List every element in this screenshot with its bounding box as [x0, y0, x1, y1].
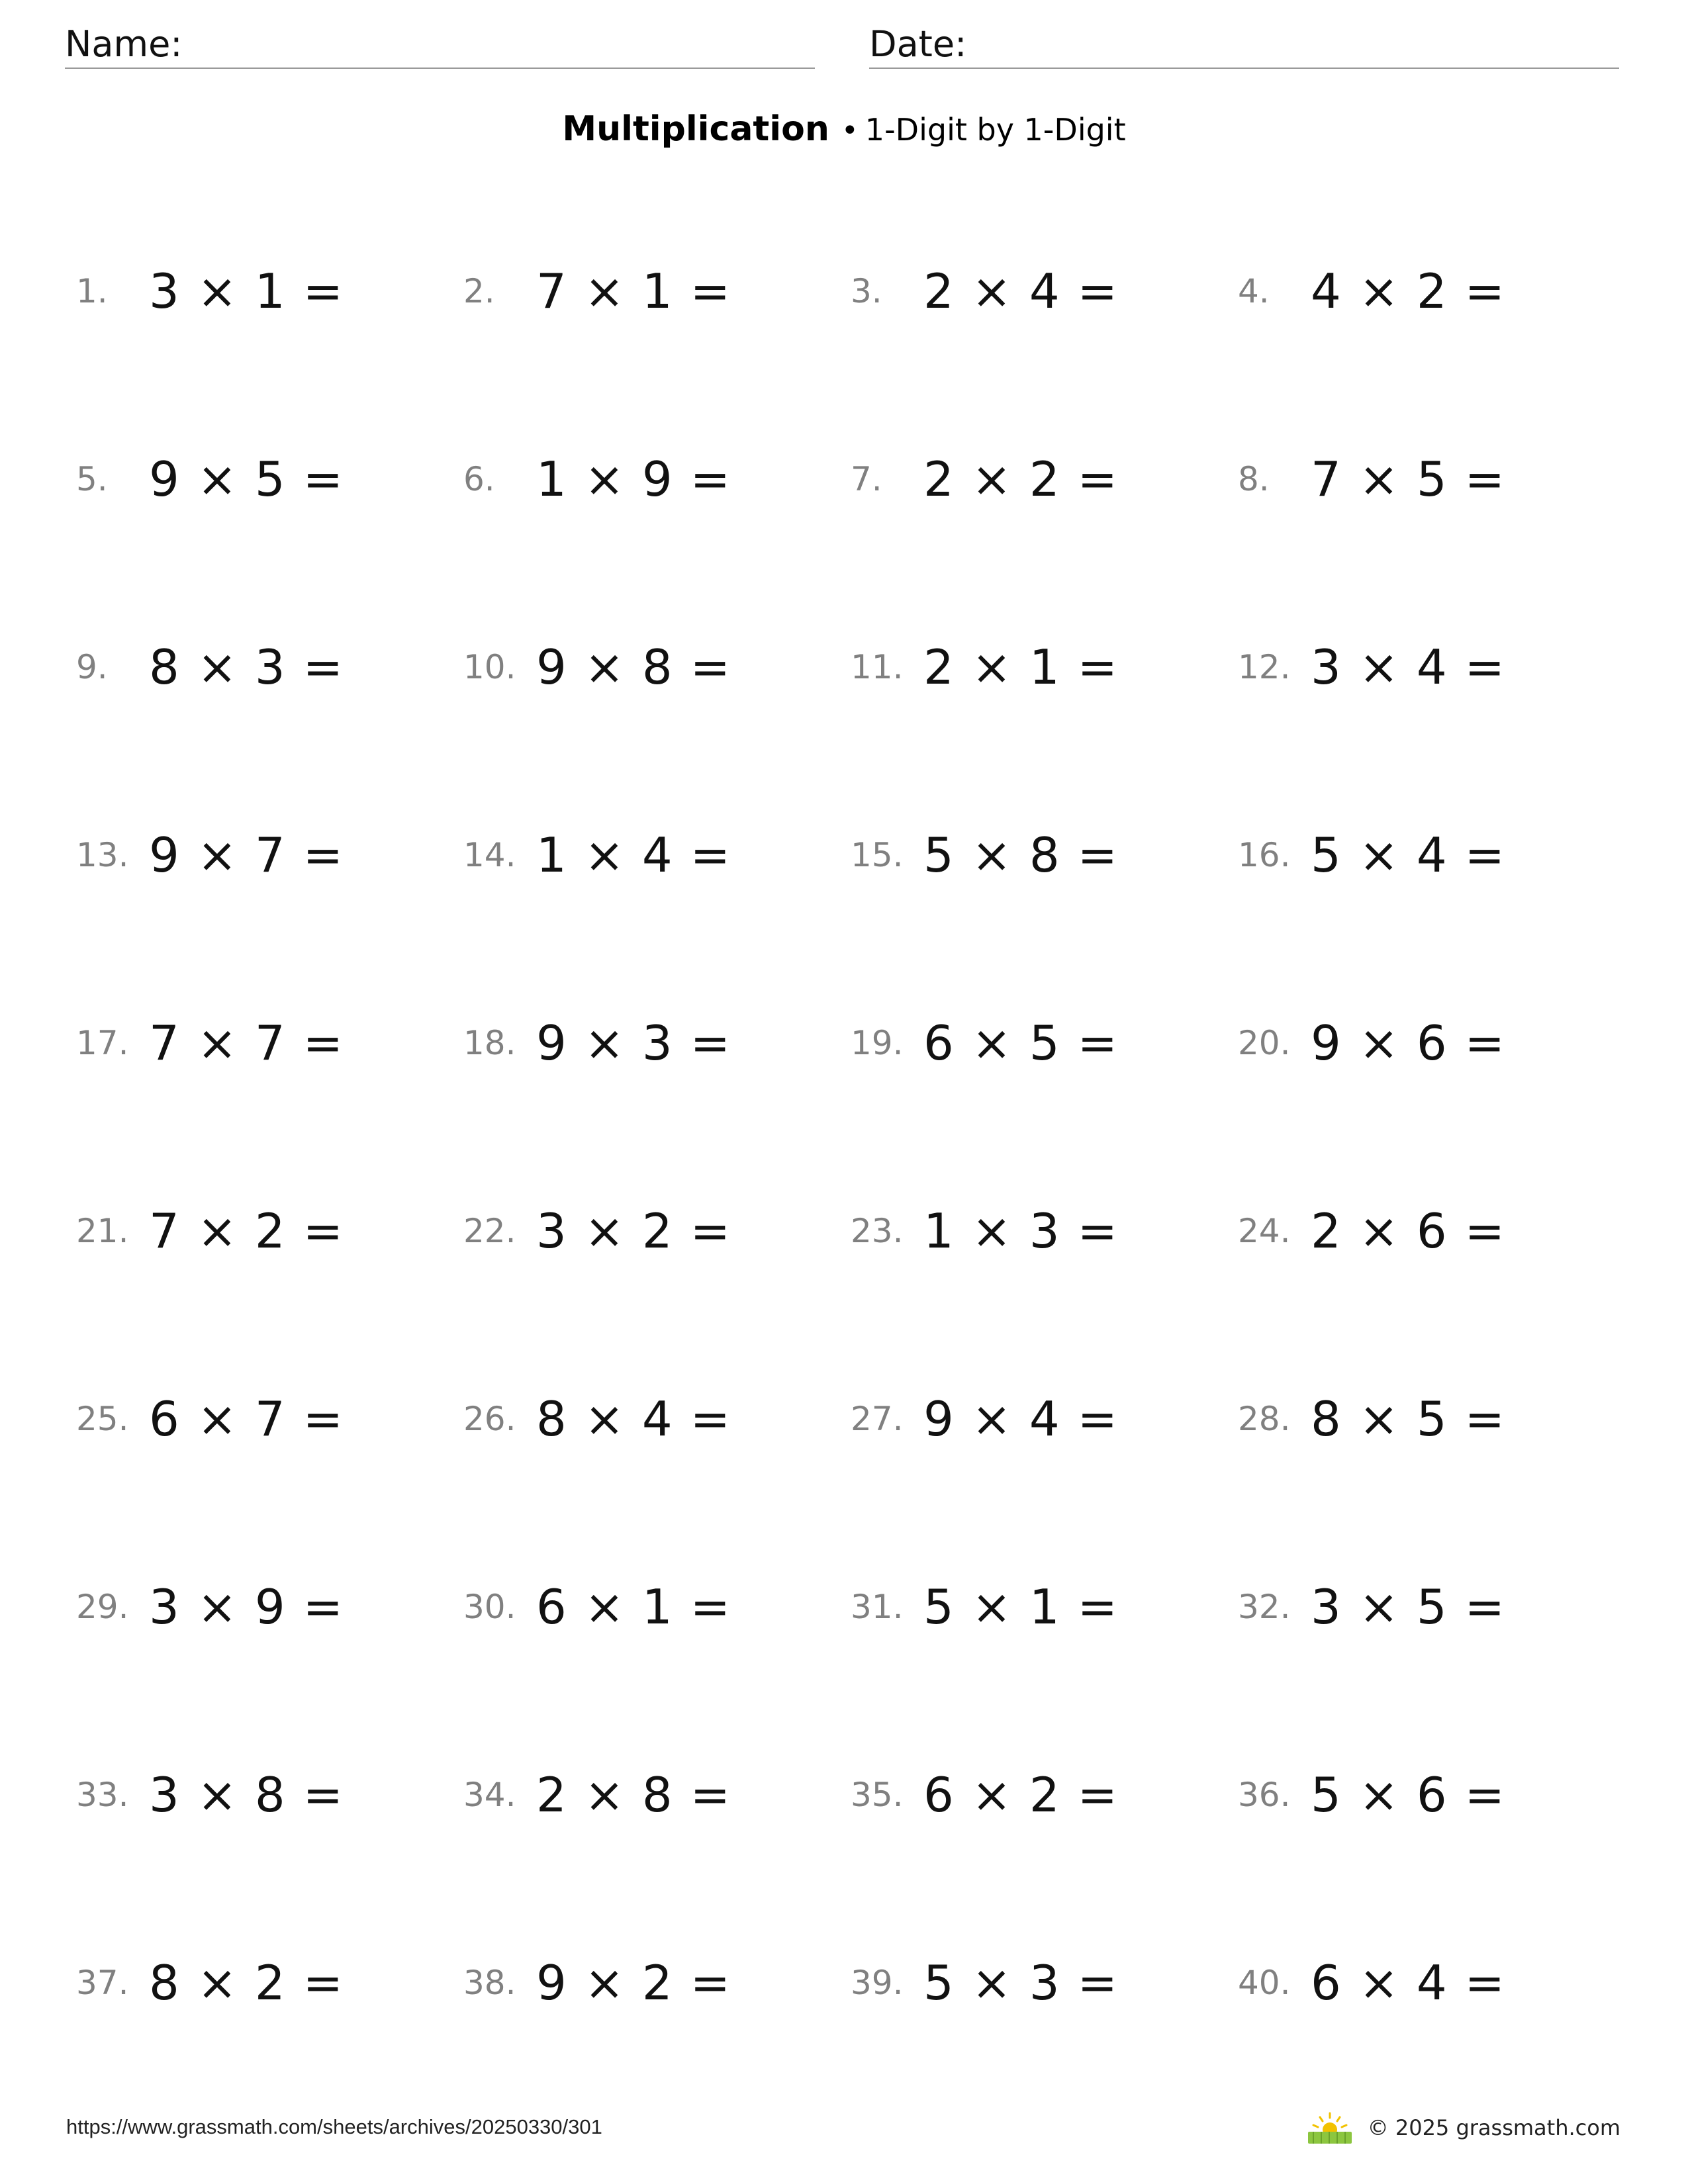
problem-expression: 5 × 3 = [923, 1955, 1119, 2011]
problem-expression: 9 × 7 = [149, 827, 344, 883]
footer-url: https://www.grassmath.com/sheets/archives/20250330/301 [66, 2115, 602, 2138]
date-field[interactable] [869, 21, 1619, 69]
problem-expression: 3 × 1 = [149, 263, 344, 319]
problem-number: 1. [76, 272, 108, 310]
problem-number: 2. [463, 272, 495, 310]
footer-brand [1307, 2105, 1620, 2151]
problem-number: 6. [463, 460, 495, 498]
problem-expression: 2 × 1 = [923, 639, 1119, 695]
problem-expression: 7 × 1 = [536, 263, 731, 319]
problem-expression: 9 × 3 = [536, 1015, 731, 1071]
problem-expression: 7 × 7 = [149, 1015, 344, 1071]
problem-number: 17. [76, 1024, 129, 1062]
problem-expression: 6 × 1 = [536, 1579, 731, 1635]
problem-expression: 9 × 2 = [536, 1955, 731, 2011]
problem-expression: 1 × 9 = [536, 451, 731, 507]
problem-item [76, 1749, 447, 1841]
problem-expression: 4 × 2 = [1311, 263, 1506, 319]
title-bullet: • [841, 114, 859, 148]
problem-expression: 5 × 1 = [923, 1579, 1119, 1635]
problem-item [851, 245, 1221, 338]
worksheet-title [0, 106, 1688, 154]
problem-expression: 8 × 2 = [149, 1955, 344, 2011]
problem-item [463, 1561, 834, 1653]
problem-number: 28. [1238, 1400, 1291, 1438]
problem-number: 32. [1238, 1588, 1291, 1626]
problem-expression: 5 × 8 = [923, 827, 1119, 883]
problem-item [463, 1373, 834, 1465]
problem-expression: 5 × 6 = [1311, 1767, 1506, 1823]
problem-expression: 5 × 4 = [1311, 827, 1506, 883]
title-subtitle: 1-Digit by 1-Digit [865, 112, 1126, 148]
problem-number: 13. [76, 836, 129, 874]
name-label: Name: [65, 23, 183, 65]
problem-item [1238, 1749, 1609, 1841]
problem-expression: 3 × 2 = [536, 1203, 731, 1259]
problem-number: 3. [851, 272, 882, 310]
problem-number: 15. [851, 836, 904, 874]
problem-number: 31. [851, 1588, 904, 1626]
problem-item [851, 1373, 1221, 1465]
problem-item [463, 245, 834, 338]
problem-number: 29. [76, 1588, 129, 1626]
problem-item [463, 1749, 834, 1841]
problem-expression: 7 × 2 = [149, 1203, 344, 1259]
problem-item [463, 433, 834, 525]
problem-item [463, 1936, 834, 2029]
problem-expression: 1 × 4 = [536, 827, 731, 883]
problem-item [1238, 1561, 1609, 1653]
problem-expression: 2 × 8 = [536, 1767, 731, 1823]
problem-number: 5. [76, 460, 108, 498]
problem-number: 27. [851, 1400, 904, 1438]
problem-item [851, 1561, 1221, 1653]
problem-expression: 2 × 2 = [923, 451, 1119, 507]
problem-item [1238, 1936, 1609, 2029]
problem-number: 18. [463, 1024, 516, 1062]
problem-item [463, 621, 834, 713]
problem-item [76, 1561, 447, 1653]
problem-item [463, 809, 834, 901]
problem-number: 37. [76, 1964, 129, 2002]
problem-item [851, 1749, 1221, 1841]
problem-number: 16. [1238, 836, 1291, 874]
problem-number: 34. [463, 1776, 516, 1814]
problem-number: 9. [76, 648, 108, 686]
problem-number: 21. [76, 1212, 129, 1250]
problem-expression: 9 × 8 = [536, 639, 731, 695]
problem-number: 22. [463, 1212, 516, 1250]
problem-expression: 8 × 4 = [536, 1391, 731, 1447]
problem-item [851, 1936, 1221, 2029]
problem-number: 36. [1238, 1776, 1291, 1814]
problem-expression: 6 × 7 = [149, 1391, 344, 1447]
problem-number: 26. [463, 1400, 516, 1438]
footer-copyright: © 2025 grassmath.com [1367, 2115, 1620, 2140]
problem-item [76, 1185, 447, 1277]
problem-expression: 1 × 3 = [923, 1203, 1119, 1259]
problem-number: 20. [1238, 1024, 1291, 1062]
problem-number: 7. [851, 460, 882, 498]
problem-number: 30. [463, 1588, 516, 1626]
problem-item [76, 809, 447, 901]
name-field[interactable] [65, 21, 815, 69]
problem-number: 25. [76, 1400, 129, 1438]
problem-expression: 2 × 4 = [923, 263, 1119, 319]
problem-number: 12. [1238, 648, 1291, 686]
problem-expression: 3 × 8 = [149, 1767, 344, 1823]
problem-item [1238, 1185, 1609, 1277]
problem-expression: 9 × 6 = [1311, 1015, 1506, 1071]
date-label: Date: [869, 23, 967, 65]
problem-expression: 3 × 4 = [1311, 639, 1506, 695]
problem-item [76, 433, 447, 525]
problem-number: 23. [851, 1212, 904, 1250]
problem-item [1238, 809, 1609, 901]
problem-item [1238, 621, 1609, 713]
problem-item [1238, 1373, 1609, 1465]
problem-item [76, 997, 447, 1089]
problem-number: 33. [76, 1776, 129, 1814]
problem-number: 39. [851, 1964, 904, 2002]
problem-expression: 6 × 4 = [1311, 1955, 1506, 2011]
title-main: Multiplication [562, 109, 829, 149]
problem-item [851, 809, 1221, 901]
problem-number: 8. [1238, 460, 1270, 498]
problem-number: 24. [1238, 1212, 1291, 1250]
problem-number: 35. [851, 1776, 904, 1814]
problem-expression: 9 × 4 = [923, 1391, 1119, 1447]
problem-expression: 9 × 5 = [149, 451, 344, 507]
problem-number: 4. [1238, 272, 1270, 310]
problem-item [851, 1185, 1221, 1277]
problem-item [463, 1185, 834, 1277]
problem-item [76, 1373, 447, 1465]
problem-item [1238, 245, 1609, 338]
problem-expression: 3 × 5 = [1311, 1579, 1506, 1635]
sun-over-grass-icon [1307, 2112, 1353, 2144]
problem-expression: 6 × 5 = [923, 1015, 1119, 1071]
problem-number: 19. [851, 1024, 904, 1062]
problem-item [76, 1936, 447, 2029]
problem-number: 10. [463, 648, 516, 686]
problem-expression: 8 × 5 = [1311, 1391, 1506, 1447]
problem-item [851, 433, 1221, 525]
problem-expression: 7 × 5 = [1311, 451, 1506, 507]
problem-item [851, 997, 1221, 1089]
problem-expression: 2 × 6 = [1311, 1203, 1506, 1259]
problem-expression: 8 × 3 = [149, 639, 344, 695]
problem-item [463, 997, 834, 1089]
problem-item [1238, 997, 1609, 1089]
problem-number: 14. [463, 836, 516, 874]
problem-item [851, 621, 1221, 713]
problem-number: 38. [463, 1964, 516, 2002]
problem-expression: 6 × 2 = [923, 1767, 1119, 1823]
problem-item [76, 621, 447, 713]
problem-number: 11. [851, 648, 904, 686]
problem-item [76, 245, 447, 338]
problem-item [1238, 433, 1609, 525]
problem-number: 40. [1238, 1964, 1291, 2002]
problem-expression: 3 × 9 = [149, 1579, 344, 1635]
